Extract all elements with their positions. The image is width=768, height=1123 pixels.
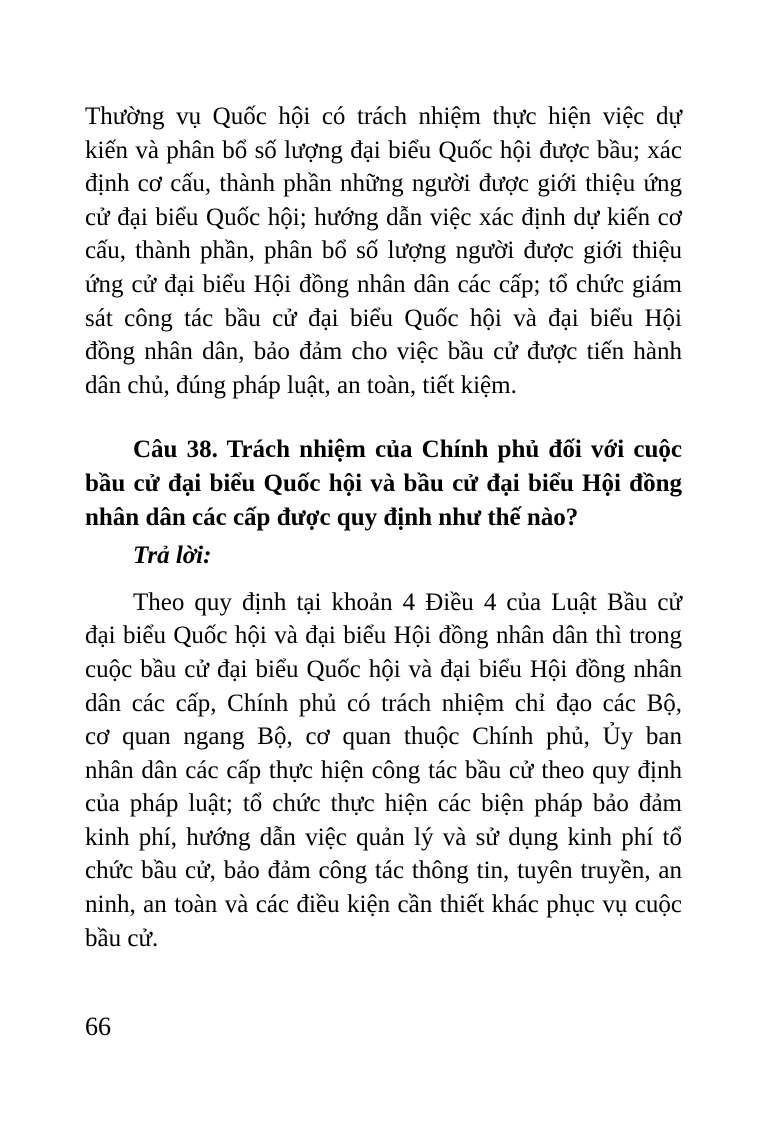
text-line: chức bầu cử, bảo đảm công tác thông tin, tuyên truyền, an	[85, 857, 682, 885]
paragraph-continuation	[85, 100, 682, 402]
text-line: kinh phí, hướng dẫn việc quản lý và sử dụng kinh phí tổ	[85, 823, 682, 851]
text-line: Theo quy định tại khoản 4 Điều 4 của Luật Bầu cử	[133, 588, 682, 616]
text-line: bầu cử đại biểu Quốc hội và bầu cử đại biểu Hội đồng	[85, 469, 682, 497]
text-line: ninh, an toàn và các điều kiện cần thiết khác phục vụ cuộc	[85, 891, 682, 919]
text-line: định cơ cấu, thành phần những người được giới thiệu ứng	[85, 170, 682, 198]
text-line: cấu, thành phần, phân bổ số lượng người được giới thiệu	[85, 237, 682, 265]
text-line: sát công tác bầu cử đại biểu Quốc hội và đại biểu Hội	[85, 304, 682, 332]
text-line: của pháp luật; tổ chức thực hiện các biện pháp bảo đảm	[85, 790, 682, 818]
answer-paragraph	[85, 586, 682, 956]
text-line: dân chủ, đúng pháp luật, an toàn, tiết kiệm.	[85, 371, 517, 399]
question-heading	[85, 433, 682, 534]
text-line: Câu 38. Trách nhiệm của Chính phủ đối với cuộc	[133, 436, 682, 464]
page-number: 66	[85, 1012, 111, 1042]
text-line: cơ quan ngang Bộ, cơ quan thuộc Chính phủ, Ủy ban	[85, 723, 682, 751]
text-line: cuộc bầu cử đại biểu Quốc hội và đại biểu Hội đồng nhân	[85, 655, 682, 683]
text-line: ứng cử đại biểu Hội đồng nhân dân các cấp; tổ chức giám	[85, 270, 682, 298]
answer-label: Trả lời:	[133, 542, 212, 570]
text-line: đại biểu Quốc hội và đại biểu Hội đồng nhân dân thì trong	[85, 622, 682, 650]
text-line: đồng nhân dân, bảo đảm cho việc bầu cử được tiến hành	[85, 338, 682, 366]
text-line: cử đại biểu Quốc hội; hướng dẫn việc xác định dự kiến cơ	[85, 203, 682, 231]
text-line: nhân dân các cấp được quy định như thế nào?	[85, 503, 579, 531]
text-line: Thường vụ Quốc hội có trách nhiệm thực hiện việc dự	[85, 103, 682, 130]
text-line: kiến và phân bổ số lượng đại biểu Quốc hội được bầu; xác	[85, 136, 682, 164]
text-line: nhân dân các cấp thực hiện công tác bầu cử theo quy định	[85, 756, 682, 784]
text-line: bầu cử.	[85, 924, 159, 952]
text-line: dân các cấp, Chính phủ có trách nhiệm chỉ đạo các Bộ,	[85, 689, 682, 717]
